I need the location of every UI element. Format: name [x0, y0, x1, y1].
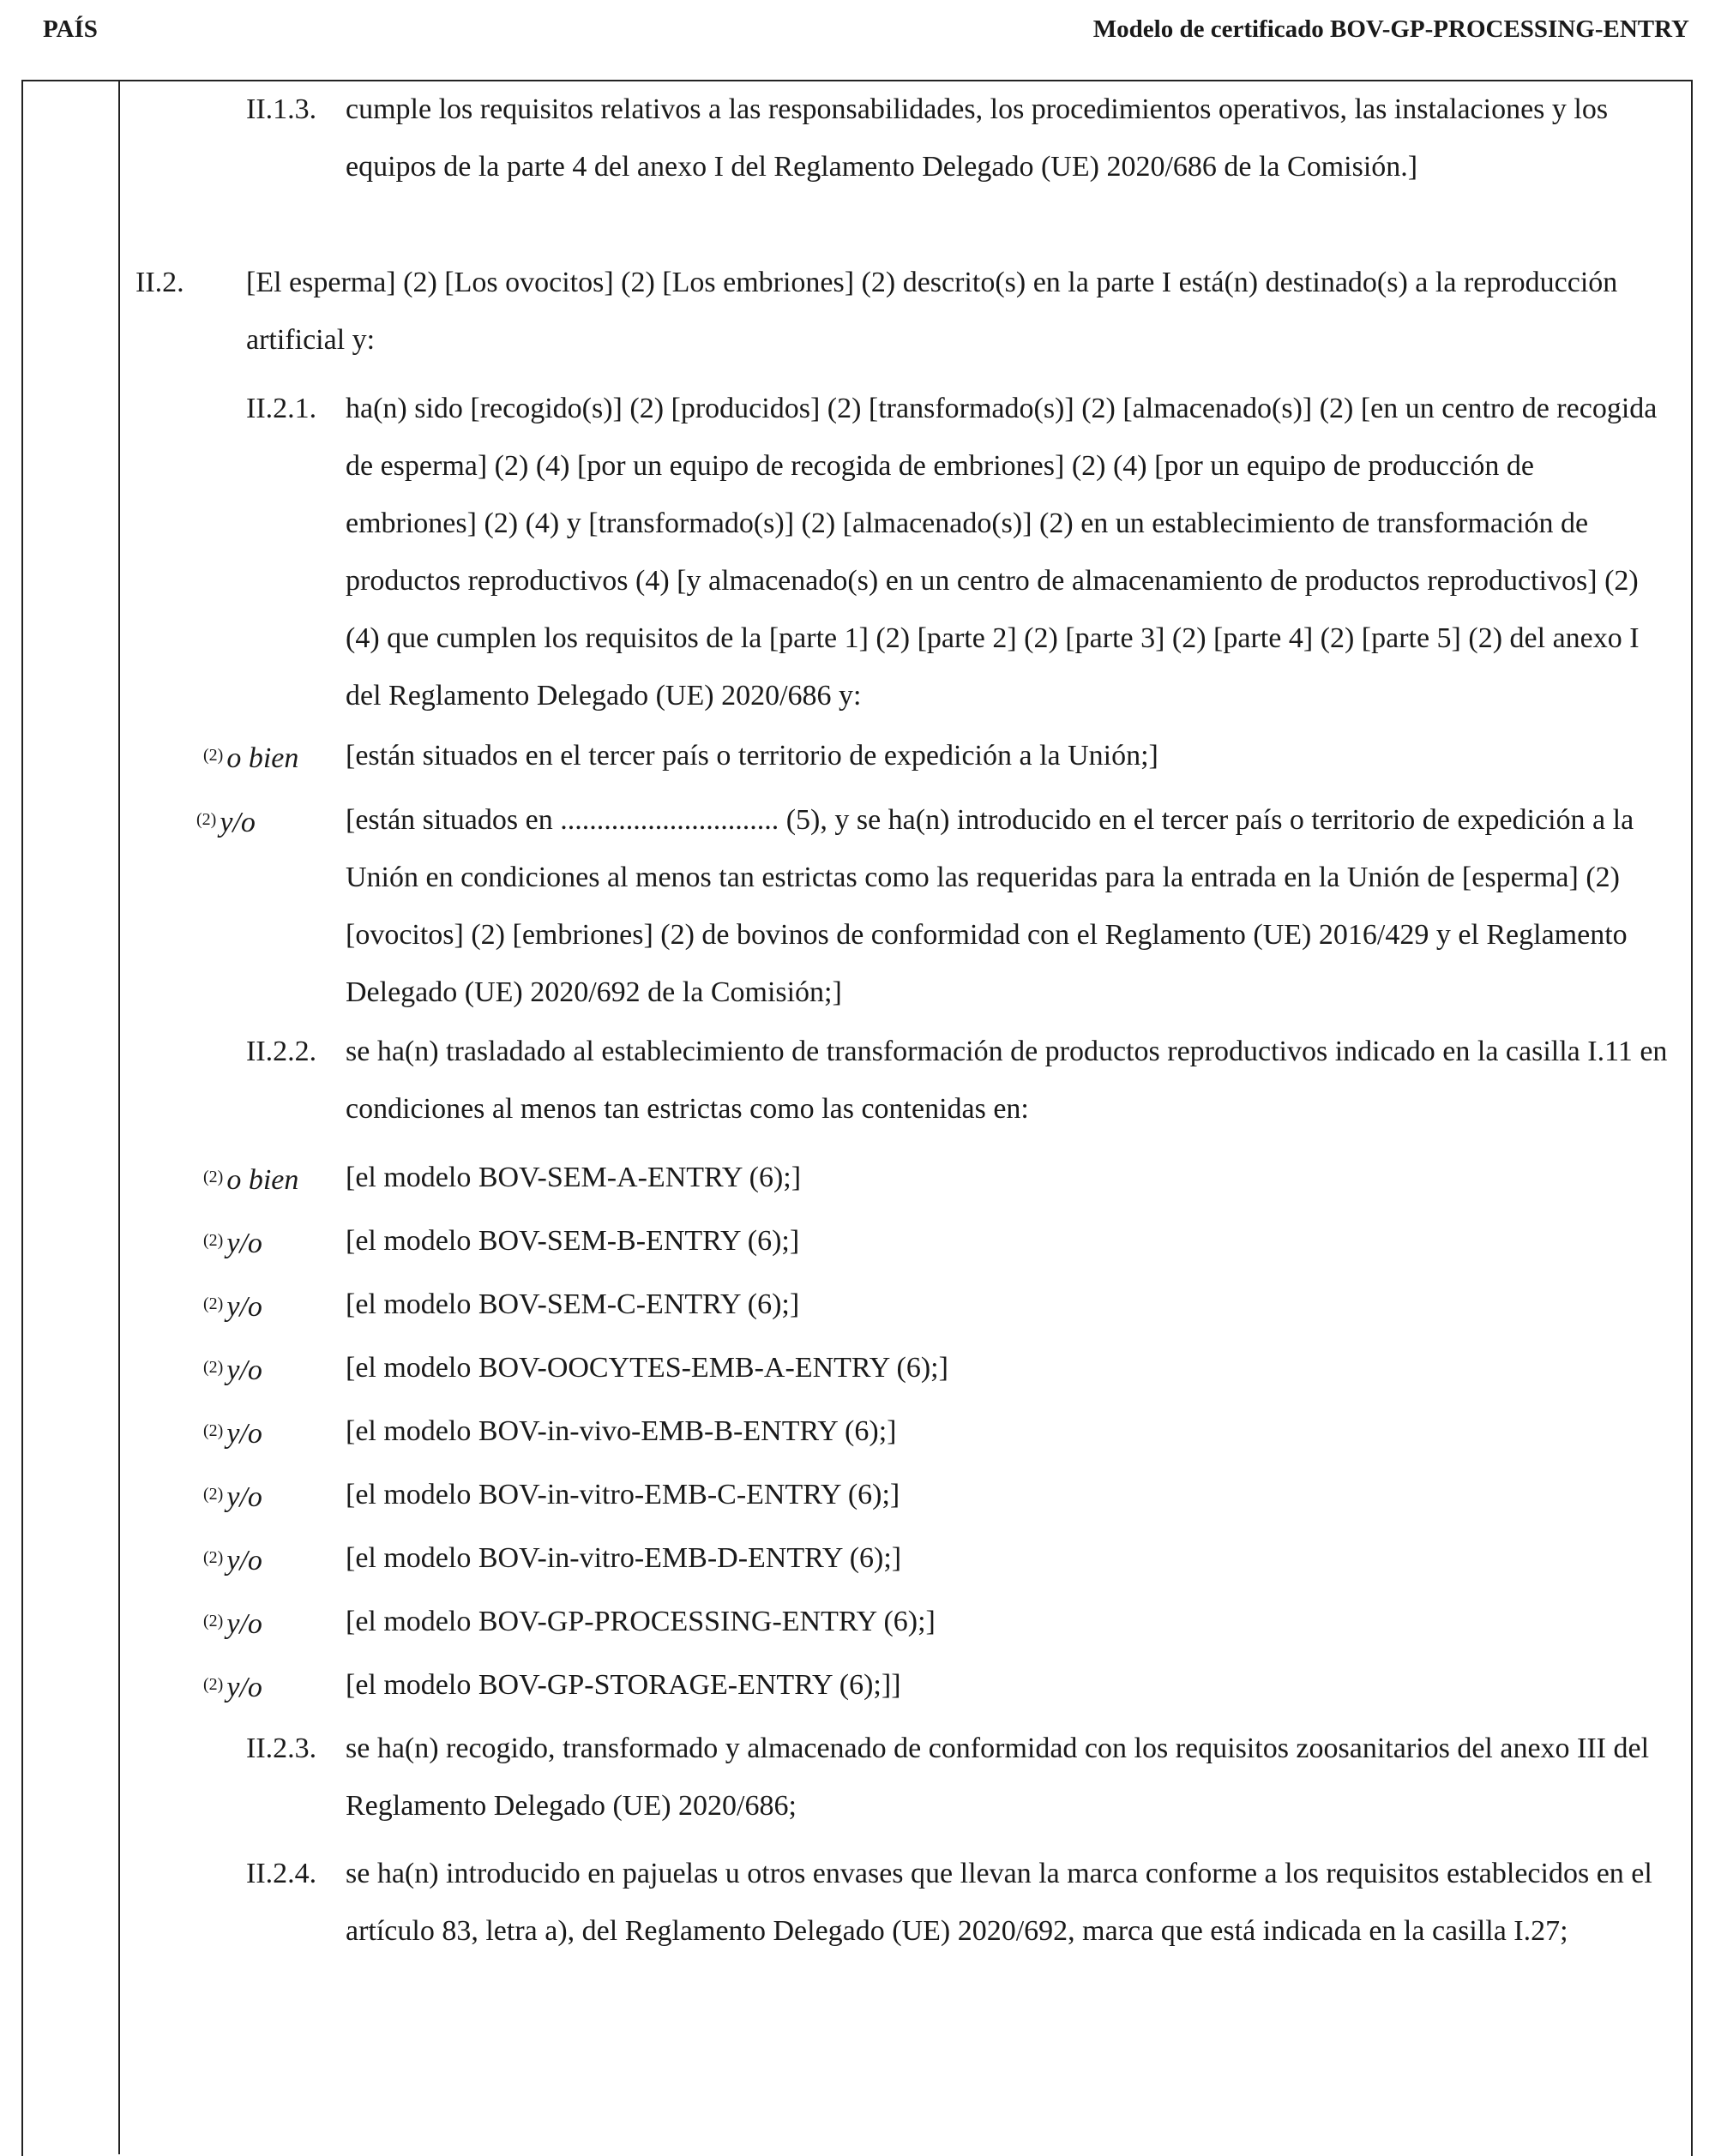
option-text: [el modelo BOV-SEM-C-ENTRY (6);] — [346, 1288, 800, 1320]
clause-label: II.2. — [135, 267, 184, 298]
option-marker: $^{(2)}$ o bien — [203, 742, 299, 774]
option-text: [el modelo BOV-GP-STORAGE-ENTRY (6);]] — [346, 1669, 901, 1701]
option-marker: $^{(2)}$ y/o — [203, 1545, 262, 1576]
option-marker: $^{(2)}$ y/o — [203, 1418, 262, 1450]
certificate-model-header: Modelo de certificado BOV-GP-PROCESSING-ENTRY — [1092, 15, 1689, 43]
clause-text: se ha(n) trasladado al establecimiento de transformación de productos reproductivos indicado en la casilla I.11 en condiciones al menos tan estrictas como las contenidas en: — [346, 1036, 1668, 1125]
option-text: [el modelo BOV-in-vitro-EMB-D-ENTRY (6);] — [346, 1542, 902, 1574]
option-marker: $^{(2)}$ y/o — [196, 807, 256, 838]
option-text: [el modelo BOV-in-vitro-EMB-C-ENTRY (6);] — [346, 1479, 900, 1510]
clause-label: II.2.4. — [246, 1858, 317, 1889]
country-header: PAÍS — [43, 15, 98, 43]
option-text: [el modelo BOV-GP-PROCESSING-ENTRY (6);] — [346, 1606, 936, 1637]
option-marker: $^{(2)}$ y/o — [203, 1228, 262, 1259]
option-marker: $^{(2)}$ y/o — [203, 1354, 262, 1386]
clause-text: cumple los requisitos relativos a las responsabilidades, los procedimientos operativos, las instalaciones y los equipos de la parte 4 del anexo I del Reglamento Delegado (UE) 2020/686 de la Comisión.] — [346, 93, 1609, 183]
clause-label: II.1.3. — [246, 93, 317, 125]
option-text: [el modelo BOV-SEM-B-ENTRY (6);] — [346, 1225, 800, 1257]
option-text: [el modelo BOV-SEM-A-ENTRY (6);] — [346, 1162, 802, 1193]
option-marker: $^{(2)}$ y/o — [203, 1291, 262, 1323]
option-text: [el modelo BOV-in-vivo-EMB-B-ENTRY (6);] — [346, 1415, 897, 1447]
option-text: [están situados en .............................. (5), y se ha(n) introducido en el tercer país o territorio de expedición a la Unión en condiciones al menos tan estrictas como las requeridas para la entrada en la Unión de [esperma] (2) [ovocitos] (2) [embriones] (2) de bovinos de conformidad con el Reglamento (UE) 2016/429 y el Reglamento Delegado (UE) 2020/692 de la Comisión;] — [346, 804, 1634, 1008]
column-divider — [118, 80, 120, 2154]
clause-text: [El esperma] (2) [Los ovocitos] (2) [Los embriones] (2) descrito(s) en la parte I está(n) destinado(s) a la reproducción artificial y: — [246, 267, 1618, 356]
clause-text: ha(n) sido [recogido(s)] (2) [producidos] (2) [transformado(s)] (2) [almacenado(s)] (2) [en un centro de recogida de esperma] (2) (4) [por un equipo de recogida de embriones] (2) (4) [por un equipo de producción de embriones] (2) (4) y [transformado(s)] (2) [almacenado(s)] (2) en un establecimiento de transformación de productos reproductivos (4) [y almacenado(s) en un centro de almacenamiento de productos reproductivos] (2)(4) que cumplen los requisitos de la [parte 1] (2) [parte 2] (2) [parte 3] (2) [parte 4] (2) [parte 5] (2) del anexo I del Reglamento Delegado (UE) 2020/686 y: — [346, 393, 1658, 712]
option-marker: $^{(2)}$ o bien — [203, 1164, 299, 1196]
option-marker: $^{(2)}$ y/o — [203, 1481, 262, 1513]
clause-text: se ha(n) recogido, transformado y almacenado de conformidad con los requisitos zoosanitarios del anexo III del Reglamento Delegado (UE) 2020/686; — [346, 1733, 1650, 1822]
option-marker: $^{(2)}$ y/o — [203, 1608, 262, 1640]
option-text: [el modelo BOV-OOCYTES-EMB-A-ENTRY (6);] — [346, 1352, 948, 1384]
option-text: [están situados en el tercer país o territorio de expedición a la Unión;] — [346, 740, 1158, 772]
clause-label: II.2.3. — [246, 1733, 317, 1764]
clause-label: II.2.2. — [246, 1036, 317, 1067]
clause-label: II.2.1. — [246, 393, 317, 424]
option-marker: $^{(2)}$ y/o — [203, 1672, 262, 1703]
clause-text: se ha(n) introducido en pajuelas u otros envases que llevan la marca conforme a los requisitos establecidos en el artículo 83, letra a), del Reglamento Delegado (UE) 2020/692, marca que está indicada en la casilla I.27; — [346, 1858, 1652, 1947]
